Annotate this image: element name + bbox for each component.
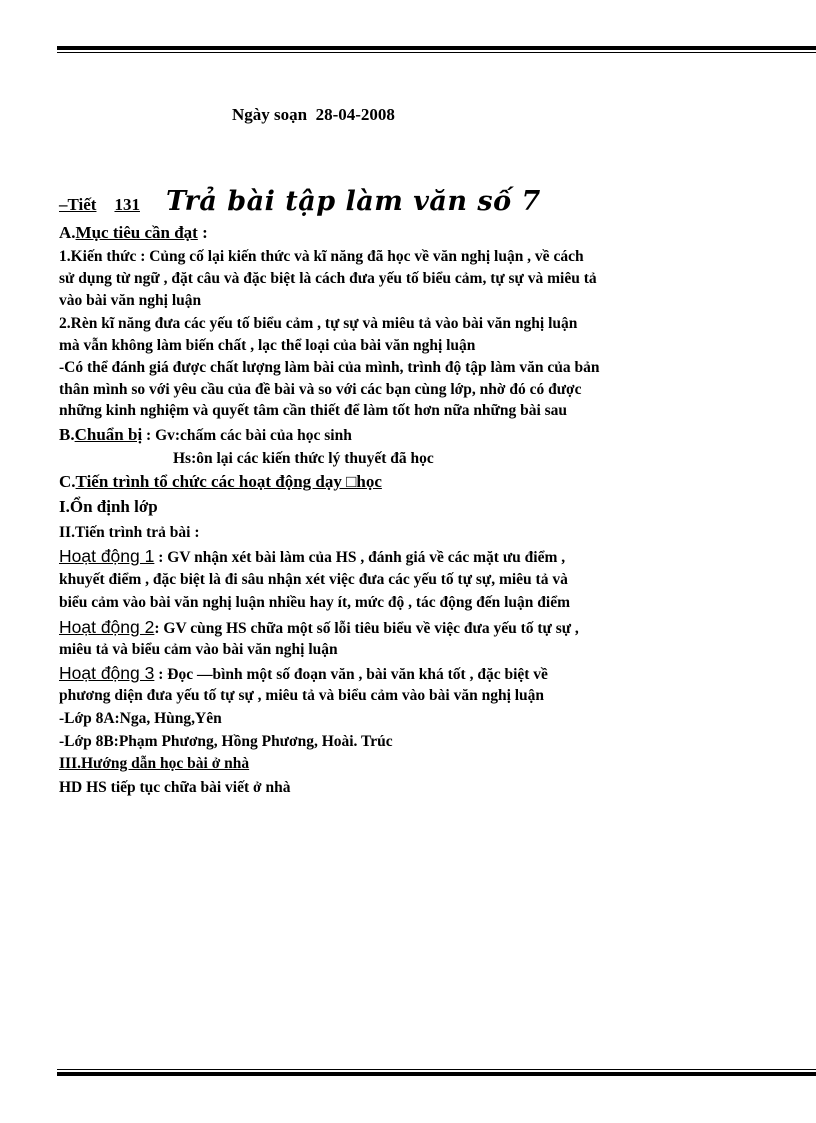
section-a-line: 2.Rèn kĩ năng đưa các yếu tố biểu cảm , tự sự và miêu tả vào bài văn nghị luận [59,315,578,332]
section-a-line: 1.Kiến thức : Củng cố lại kiến thức và kĩ năng đã học về văn nghị luận , về cách [59,248,584,265]
activity-1-line-1: : GV nhận xét bài làm của HS , đánh giá về các mặt ưu điểm , [154,549,566,566]
section-iii-heading: III.Hướng dẫn học bài ở nhà [59,755,250,772]
bottom-rule [57,1069,816,1076]
class-8b-list: -Lớp 8B:Phạm Phương, Hồng Phương, Hoài. Trúc [59,733,393,750]
section-a-heading: A.Mục tiêu cần đạt : [59,223,208,242]
section-a-line: sử dụng từ ngữ , đặt câu và đặc biệt là cách đưa yếu tố biểu cảm, tự sự và miêu tả [59,270,597,287]
activity-3-line-1: : Đọc —bình một số đoạn văn , bài văn khá tốt , đặc biệt về [154,666,548,683]
tiet-number: 131 [114,195,140,214]
activity-2 [59,617,579,639]
section-b-line-2: Hs:ôn lại các kiến thức lý thuyết đã học [173,450,434,467]
lesson-title-row [59,186,541,217]
section-a-line: -Có thể đánh giá được chất lượng làm bài của mình, trình độ tập làm văn của bản [59,359,600,376]
section-b-heading: B.Chuẩn bị : Gv:chấm các bài của học sinh [59,425,352,444]
activity-1-line-2: khuyết điểm , đặc biệt là đi sâu nhận xét việc đưa các yếu tố tự sự, miêu tả và [59,571,568,588]
section-b-line-1: : Gv:chấm các bài của học sinh [142,427,352,444]
activity-1 [59,546,565,568]
activity-1-label: Hoạt động 1 [59,546,155,566]
section-c-heading: C.Tiến trình tổ chức các hoạt động dạy □học [59,472,382,491]
activity-1-line-3: biểu cảm vào bài văn nghị luận nhiều hay ít, mức độ , tác động đến luận điểm [59,594,571,611]
section-ii-heading: II.Tiến trình trả bài : [59,524,200,541]
section-a-line: thân mình so với yêu cầu của đề bài và so với các bạn cùng lớp, nhờ đó có được [59,381,582,398]
lesson-title: Trả bài tập làm văn số 7 [165,186,541,217]
prep-date [232,105,395,125]
tiet-label: –Tiết [59,195,97,214]
activity-3 [59,663,548,685]
activity-3-label: Hoạt động 3 [59,663,155,683]
section-iii-line-1: HD HS tiếp tục chữa bài viết ở nhà [59,779,291,796]
section-a-title: Mục tiêu cần đạt [75,223,198,242]
section-b-title: Chuẩn bị [74,425,143,444]
activity-3-line-2: phương diện đưa yếu tố tự sự , miêu tả và biểu cảm vào bài văn nghị luận [59,687,545,704]
date-label: Ngày soạn [232,105,308,124]
activity-2-line-2: miêu tả và biểu cảm vào bài văn nghị luận [59,641,338,658]
top-rule [57,46,816,53]
class-8a-list: -Lớp 8A:Nga, Hùng,Yên [59,710,222,727]
activity-2-line-1: : GV cùng HS chữa một số lỗi tiêu biểu về việc đưa yếu tố tự sự , [154,620,579,637]
activity-2-label: Hoạt động 2 [59,617,155,637]
section-a-line: vào bài văn nghị luận [59,292,202,309]
section-a-line: những kinh nghiệm và quyết tâm cần thiết để làm tốt hơn nữa những bài sau [59,402,568,419]
section-a-line: mà vẫn không làm biến chất , lạc thể loại của bài văn nghị luận [59,337,476,354]
section-c-title: Tiến trình tổ chức các hoạt động dạy □học [75,472,382,491]
section-i-heading: I.Ổn định lớp [59,497,158,516]
date-value: 28-04-2008 [315,105,395,124]
